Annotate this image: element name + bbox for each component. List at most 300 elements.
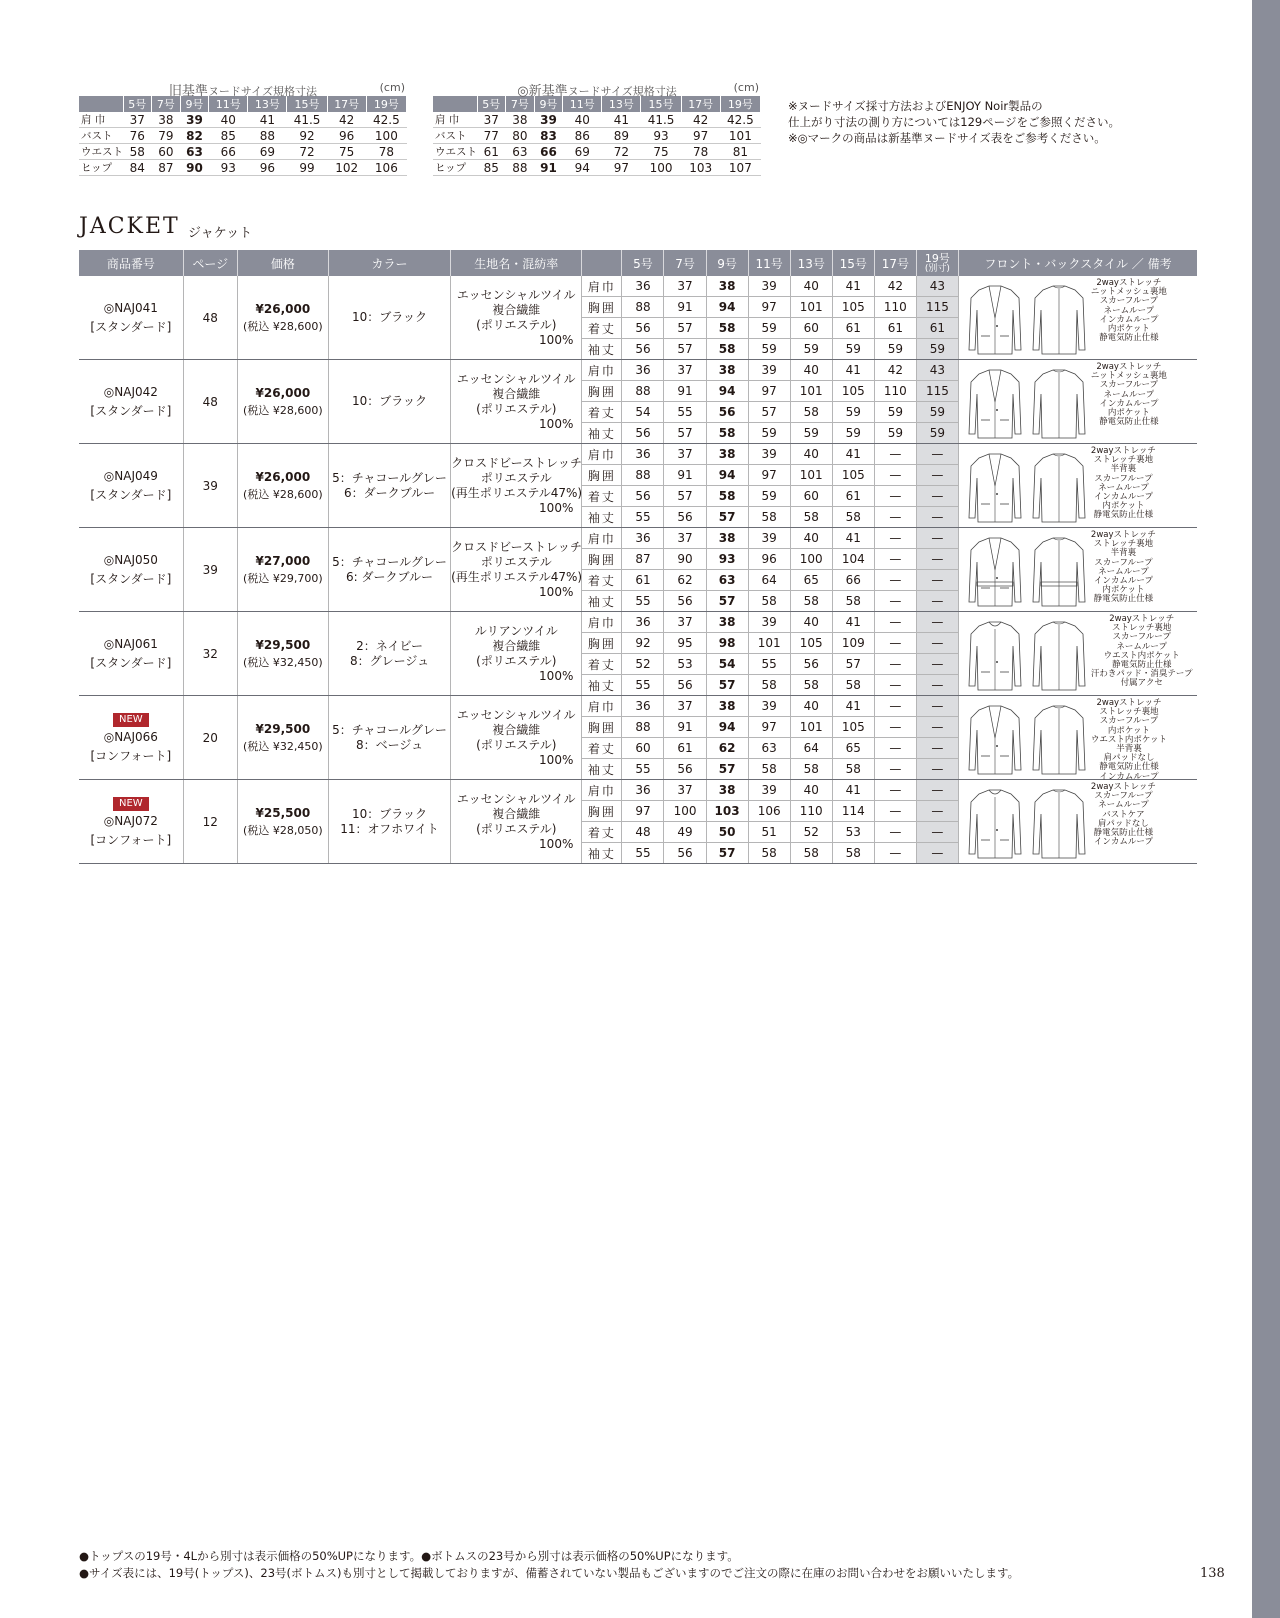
size-value: 55 <box>622 759 664 780</box>
feature-item: スカーフループ <box>1112 632 1171 643</box>
product-code-cell <box>79 444 183 528</box>
product-price-cell <box>237 696 328 780</box>
size-value: 58 <box>832 675 874 696</box>
size-value: 59 <box>916 402 958 423</box>
product-type: [スタンダード] <box>90 403 172 418</box>
fabric-line: (ポリエステル) <box>476 821 557 836</box>
feature-item: スカーフループ <box>1099 380 1159 391</box>
product-code <box>79 299 183 337</box>
new-badge <box>79 709 183 728</box>
size-value: 88 <box>622 297 664 318</box>
product-features <box>1091 699 1167 782</box>
size-value: — <box>916 549 958 570</box>
feature-item: 汗わきパッド・消臭テープ <box>1090 669 1193 680</box>
product-price-cell <box>237 360 328 444</box>
size-value: 39 <box>748 444 790 465</box>
size-value: 55 <box>748 654 790 675</box>
product-number: ◎NAJ050 <box>103 552 158 567</box>
table-row <box>79 780 1197 801</box>
size-value: 94 <box>706 297 748 318</box>
size-value: — <box>916 696 958 717</box>
size-value: 37 <box>664 276 706 297</box>
product-price: ¥26,000 <box>255 469 311 484</box>
size-value: 88 <box>622 465 664 486</box>
size-value: 59 <box>748 423 790 444</box>
feature-item: ストレッチ裏地 <box>1112 623 1172 634</box>
size-value: 59 <box>874 339 916 360</box>
size-notes: ※ヌードサイズ採寸方法およびENJOY Noir製品の 仕上がり寸法の測り方については129ページをご参照ください。 ※◎マークの商品は新基準ヌードサイズ表をご参考ください。 <box>788 99 1120 145</box>
measure-label: 袖丈 <box>582 591 622 612</box>
feature-item: 2wayストレッチ <box>1096 362 1162 372</box>
measure-label: 胸囲 <box>582 801 622 822</box>
size-value: — <box>916 486 958 507</box>
size-value: 56 <box>664 843 706 864</box>
size-value: 61 <box>832 486 874 507</box>
size-value: 36 <box>622 444 664 465</box>
color-option: 5：チャコールグレー <box>332 470 447 485</box>
old-standard-size-table <box>79 80 407 176</box>
product-code <box>79 383 183 421</box>
fabric-line: (ポリエステル) <box>476 653 557 668</box>
size-value: 56 <box>622 318 664 339</box>
feature-item: 静電気防止仕様 <box>1093 594 1154 605</box>
product-price: ¥26,000 <box>255 301 311 316</box>
size-value: 39 <box>748 276 790 297</box>
product-colors <box>328 612 450 696</box>
size-value: 57 <box>706 591 748 612</box>
color-option: 8：グレージュ <box>349 653 430 668</box>
jacket-sketch-image <box>965 620 1089 695</box>
feature-item: 付属アクセ <box>1120 678 1163 689</box>
size-value: 59 <box>790 423 832 444</box>
product-price-cell <box>237 612 328 696</box>
feature-item: 内ポケット <box>1102 501 1145 512</box>
measure-label: 着丈 <box>582 402 622 423</box>
size-value: 58 <box>748 675 790 696</box>
feature-item: 内ポケット <box>1107 408 1150 419</box>
size-value: 37 <box>664 444 706 465</box>
fabric-percentage: 100% <box>539 416 574 431</box>
product-fabric <box>451 360 582 444</box>
size-value: 110 <box>874 381 916 402</box>
size-value: 91 <box>664 297 706 318</box>
size-value: 60 <box>790 486 832 507</box>
product-type: [スタンダード] <box>90 655 172 670</box>
fabric-line: (ポリエステル) <box>476 401 557 416</box>
header-page: ページ <box>183 250 237 276</box>
size-value: — <box>916 843 958 864</box>
product-page: 32 <box>183 612 237 696</box>
header-size: 11号 <box>748 250 790 276</box>
product-code-cell <box>79 612 183 696</box>
fabric-line: (再生ポリエステル47%) <box>451 569 583 584</box>
size-value: 51 <box>748 822 790 843</box>
size-value: 40 <box>790 528 832 549</box>
size-value: 36 <box>622 360 664 381</box>
feature-item: 半背裏 <box>1110 548 1137 559</box>
size-value: 64 <box>790 738 832 759</box>
size-value: 60 <box>790 318 832 339</box>
feature-item: スカーフループ <box>1094 557 1153 568</box>
size-value: — <box>916 528 958 549</box>
feature-item: 2wayストレッチ <box>1096 278 1162 288</box>
section-subtitle: ジャケット <box>188 226 253 241</box>
size-value: 58 <box>832 507 874 528</box>
fabric-percentage: 100% <box>539 584 574 599</box>
size-value: 94 <box>706 381 748 402</box>
size-value: 65 <box>790 570 832 591</box>
feature-item: 静電気防止仕様 <box>1111 660 1172 671</box>
product-number: ◎NAJ066 <box>103 730 158 744</box>
size-value: 88 <box>622 717 664 738</box>
size-value: 38 <box>706 528 748 549</box>
product-price: ¥27,000 <box>255 553 311 568</box>
product-price-tax: (税込 ¥28,600) <box>243 487 323 501</box>
fabric-percentage: 100% <box>539 332 574 347</box>
product-type: [スタンダード] <box>90 319 172 334</box>
size-value: 56 <box>664 759 706 780</box>
feature-item: ストレッチ裏地 <box>1099 707 1159 718</box>
product-type: [スタンダード] <box>90 487 172 502</box>
size-value: 58 <box>748 843 790 864</box>
size-value: — <box>874 717 916 738</box>
product-price: ¥26,000 <box>255 385 311 400</box>
table-row <box>79 444 1197 465</box>
size-value: — <box>874 696 916 717</box>
jacket-sketch-image <box>965 284 1089 359</box>
feature-item: 2wayストレッチ <box>1090 446 1156 456</box>
size-value: 36 <box>622 528 664 549</box>
size-value: 55 <box>622 843 664 864</box>
size-value: 61 <box>874 318 916 339</box>
size-value: 56 <box>706 402 748 423</box>
size-value: 101 <box>790 381 832 402</box>
size-value: 39 <box>748 780 790 801</box>
size-value: 62 <box>664 570 706 591</box>
product-page: 48 <box>183 360 237 444</box>
product-code <box>79 635 183 673</box>
size-value: 109 <box>832 633 874 654</box>
size-value: — <box>916 780 958 801</box>
size-value: 41 <box>832 780 874 801</box>
jacket-sketch-image <box>965 368 1089 443</box>
size-value: 41 <box>832 360 874 381</box>
product-style-cell <box>958 444 1197 528</box>
size-value: 91 <box>664 381 706 402</box>
color-option: 6: ダークブルー <box>346 569 434 584</box>
feature-item: ネームループ <box>1098 566 1149 577</box>
size-value: 97 <box>748 465 790 486</box>
fabric-percentage: 100% <box>539 836 574 851</box>
product-price-tax: (税込 ¥28,600) <box>243 319 323 333</box>
product-number: ◎NAJ061 <box>103 636 158 651</box>
size-value: 37 <box>664 780 706 801</box>
table-row: ヒップ 85 88 91 94 97 100 103 107 <box>433 160 761 176</box>
size-value: — <box>916 591 958 612</box>
size-value: — <box>874 549 916 570</box>
size-value: 58 <box>832 591 874 612</box>
table-row: 肩 巾 37 38 39 40 41 41.5 42 42.5 <box>433 112 761 128</box>
size-value: 63 <box>706 570 748 591</box>
measure-label: 肩巾 <box>582 528 622 549</box>
size-value: 57 <box>664 318 706 339</box>
size-value: — <box>874 486 916 507</box>
size-value: 105 <box>832 465 874 486</box>
size-value: 59 <box>916 423 958 444</box>
product-style-cell <box>958 612 1197 696</box>
product-features <box>1091 447 1156 521</box>
size-value: 58 <box>832 759 874 780</box>
size-value: 94 <box>706 465 748 486</box>
product-price-tax: (税込 ¥32,450) <box>243 655 323 669</box>
new-standard-size-table <box>433 80 761 176</box>
header-size: 9号 <box>706 250 748 276</box>
size-value: — <box>916 570 958 591</box>
feature-item: ニットメッシュ裏地 <box>1090 371 1167 382</box>
size-value: — <box>916 612 958 633</box>
fabric-line: クロスドビーストレッチ <box>451 539 582 554</box>
color-option: 10：ブラック <box>352 394 428 408</box>
size-value: 41 <box>832 276 874 297</box>
feature-item: 2wayストレッチ <box>1096 698 1162 708</box>
product-type: [コンフォート] <box>90 749 172 763</box>
size-value: 91 <box>664 465 706 486</box>
product-fabric <box>451 528 582 612</box>
size-value: — <box>916 759 958 780</box>
size-value: 37 <box>664 612 706 633</box>
feature-item: 内ポケット <box>1102 585 1145 596</box>
size-value: 57 <box>664 423 706 444</box>
size-value: — <box>916 717 958 738</box>
size-value: 39 <box>748 612 790 633</box>
size-value: — <box>874 801 916 822</box>
product-price-cell <box>237 444 328 528</box>
size-value: 36 <box>622 612 664 633</box>
measure-label: 袖丈 <box>582 759 622 780</box>
feature-item: インカムループ <box>1099 314 1159 325</box>
size-value: 42 <box>874 276 916 297</box>
table-row: ウエスト 58 60 63 66 69 72 75 78 <box>79 144 407 160</box>
fabric-line: (ポリエステル) <box>476 737 557 752</box>
color-option: 10：ブラック <box>352 806 428 821</box>
size-value: 58 <box>748 591 790 612</box>
measure-label: 着丈 <box>582 654 622 675</box>
color-option: 10：ブラック <box>352 310 428 324</box>
size-value: 60 <box>622 738 664 759</box>
size-value: 59 <box>748 486 790 507</box>
size-value: 43 <box>916 276 958 297</box>
feature-item: ウエスト内ポケット <box>1103 650 1180 661</box>
size-value: 96 <box>748 549 790 570</box>
size-value: 57 <box>706 507 748 528</box>
size-value: 58 <box>790 759 832 780</box>
table-row <box>79 276 1197 297</box>
feature-item: ネームループ <box>1103 305 1155 316</box>
product-features <box>1091 615 1193 689</box>
size-value: 64 <box>748 570 790 591</box>
feature-item: 内ポケット <box>1107 725 1150 736</box>
size-value: 100 <box>664 801 706 822</box>
size-value: 57 <box>748 402 790 423</box>
size-value: — <box>916 465 958 486</box>
old-standard-title: 旧基準ヌードサイズ規格寸法 (cm) <box>168 81 405 99</box>
fabric-line: 複合繊維 <box>492 386 541 401</box>
product-colors <box>328 780 450 864</box>
size-value: 88 <box>622 381 664 402</box>
fabric-line: エッセンシャルツイル <box>456 371 576 386</box>
product-code <box>79 793 183 850</box>
size-value: 105 <box>832 717 874 738</box>
size-value: 54 <box>706 654 748 675</box>
size-value: 58 <box>706 423 748 444</box>
product-code-cell <box>79 276 183 360</box>
size-value: 93 <box>706 549 748 570</box>
size-value: 59 <box>874 402 916 423</box>
size-value: 94 <box>706 717 748 738</box>
size-value: 97 <box>748 717 790 738</box>
feature-item: インカムループ <box>1099 771 1159 782</box>
product-price: ¥29,500 <box>255 721 311 736</box>
product-page: 48 <box>183 276 237 360</box>
side-color-bar <box>1252 0 1280 1618</box>
product-page: 39 <box>183 444 237 528</box>
size-value: — <box>874 507 916 528</box>
feature-item: バストケア <box>1102 809 1145 820</box>
size-value: 38 <box>706 696 748 717</box>
feature-item: ネームループ <box>1098 800 1149 811</box>
size-value: 59 <box>832 339 874 360</box>
size-value: — <box>916 654 958 675</box>
feature-item: 内ポケット <box>1107 324 1150 335</box>
fabric-line: ポリエステル <box>480 554 552 569</box>
new-standard-title: ◎新基準ヌードサイズ規格寸法 (cm) <box>517 81 759 99</box>
size-value: 52 <box>790 822 832 843</box>
header-color: カラー <box>328 250 450 276</box>
size-value: 106 <box>748 801 790 822</box>
jacket-sketch-image <box>965 536 1089 611</box>
measure-label: 袖丈 <box>582 339 622 360</box>
product-price-cell <box>237 780 328 864</box>
size-value: 55 <box>622 675 664 696</box>
footer-notes: ●トップスの19号・4Lから別寸は表示価格の50%UPになります。●ボトムスの23号から別寸は表示価格の50%UPになります。 ●サイズ表には、19号(トップス)、23号(ボトムス)も別寸として掲載しておりますが、備蓄されていない製品もございますのでご注文の際に在庫のお問い合わせをお願いいたします。 <box>79 1549 1020 1580</box>
feature-item: 静電気防止仕様 <box>1093 510 1154 521</box>
size-value: 59 <box>916 339 958 360</box>
table-row: ヒップ 84 87 90 93 96 99 102 106 <box>79 160 407 176</box>
feature-item: ネームループ <box>1103 389 1155 400</box>
table-row: バスト 76 79 82 85 88 92 96 100 <box>79 128 407 144</box>
product-fabric <box>451 444 582 528</box>
size-value: 49 <box>664 822 706 843</box>
size-value: 114 <box>832 801 874 822</box>
size-value: 38 <box>706 444 748 465</box>
fabric-line: エッセンシャルツイル <box>456 791 576 806</box>
size-value: 103 <box>706 801 748 822</box>
product-colors <box>328 528 450 612</box>
measure-label: 肩巾 <box>582 360 622 381</box>
feature-item: ネームループ <box>1116 641 1167 652</box>
product-price-cell <box>237 276 328 360</box>
size-value: — <box>874 444 916 465</box>
measure-label: 袖丈 <box>582 507 622 528</box>
size-value: 55 <box>622 507 664 528</box>
fabric-line: (再生ポリエステル47%) <box>451 485 583 500</box>
product-code <box>79 709 183 766</box>
size-value: — <box>916 738 958 759</box>
feature-item: ウエスト内ポケット <box>1090 734 1167 745</box>
fabric-line: ポリエステル <box>480 470 552 485</box>
product-price-tax: (税込 ¥32,450) <box>243 739 323 753</box>
size-value: 59 <box>832 423 874 444</box>
header-size: 7号 <box>664 250 706 276</box>
header-size: 15号 <box>832 250 874 276</box>
feature-item: スカーフループ <box>1099 716 1159 727</box>
fabric-percentage: 100% <box>539 500 574 515</box>
size-value: 87 <box>622 549 664 570</box>
size-value: 58 <box>790 843 832 864</box>
size-value: 105 <box>790 633 832 654</box>
feature-item: 肩パッドなし <box>1103 753 1155 764</box>
product-code-cell <box>79 780 183 864</box>
product-style-cell <box>958 696 1197 780</box>
product-page: 39 <box>183 528 237 612</box>
size-value: 66 <box>832 570 874 591</box>
size-value: 40 <box>790 276 832 297</box>
size-value: — <box>874 654 916 675</box>
size-value: 95 <box>664 633 706 654</box>
color-option: 5：チャコールグレー <box>332 722 447 737</box>
measure-label: 肩巾 <box>582 780 622 801</box>
size-value: 61 <box>832 318 874 339</box>
size-value: 98 <box>706 633 748 654</box>
measure-label: 着丈 <box>582 318 622 339</box>
size-value: 50 <box>706 822 748 843</box>
feature-item: 2wayストレッチ <box>1090 530 1156 540</box>
size-value: 40 <box>790 612 832 633</box>
jacket-sketch-image <box>965 704 1089 779</box>
size-value: 101 <box>790 717 832 738</box>
size-value: 61 <box>622 570 664 591</box>
size-value: 39 <box>748 360 790 381</box>
size-value: 37 <box>664 360 706 381</box>
size-value: 62 <box>706 738 748 759</box>
size-value: 41 <box>832 696 874 717</box>
product-price-cell <box>237 528 328 612</box>
fabric-line: 複合繊維 <box>492 722 541 737</box>
product-type: [コンフォート] <box>90 833 172 847</box>
size-value: 40 <box>790 360 832 381</box>
size-value: 56 <box>790 654 832 675</box>
color-option: 8：ベージュ <box>355 737 424 752</box>
size-value: 57 <box>706 675 748 696</box>
size-value: 101 <box>790 465 832 486</box>
fabric-line: クロスドビーストレッチ <box>451 455 582 470</box>
new-badge <box>79 793 183 812</box>
size-value: 91 <box>664 717 706 738</box>
feature-item: インカムループ <box>1093 492 1153 503</box>
product-style-cell <box>958 276 1197 360</box>
size-value: 56 <box>622 423 664 444</box>
fabric-line: ルリアンツイル <box>474 623 558 638</box>
header-size: 13号 <box>790 250 832 276</box>
size-value: 38 <box>706 276 748 297</box>
size-value: 36 <box>622 780 664 801</box>
product-code-cell <box>79 696 183 780</box>
size-value: 59 <box>748 318 790 339</box>
size-value: 59 <box>832 402 874 423</box>
product-fabric <box>451 696 582 780</box>
product-code <box>79 467 183 505</box>
product-price-tax: (税込 ¥29,700) <box>243 571 323 585</box>
